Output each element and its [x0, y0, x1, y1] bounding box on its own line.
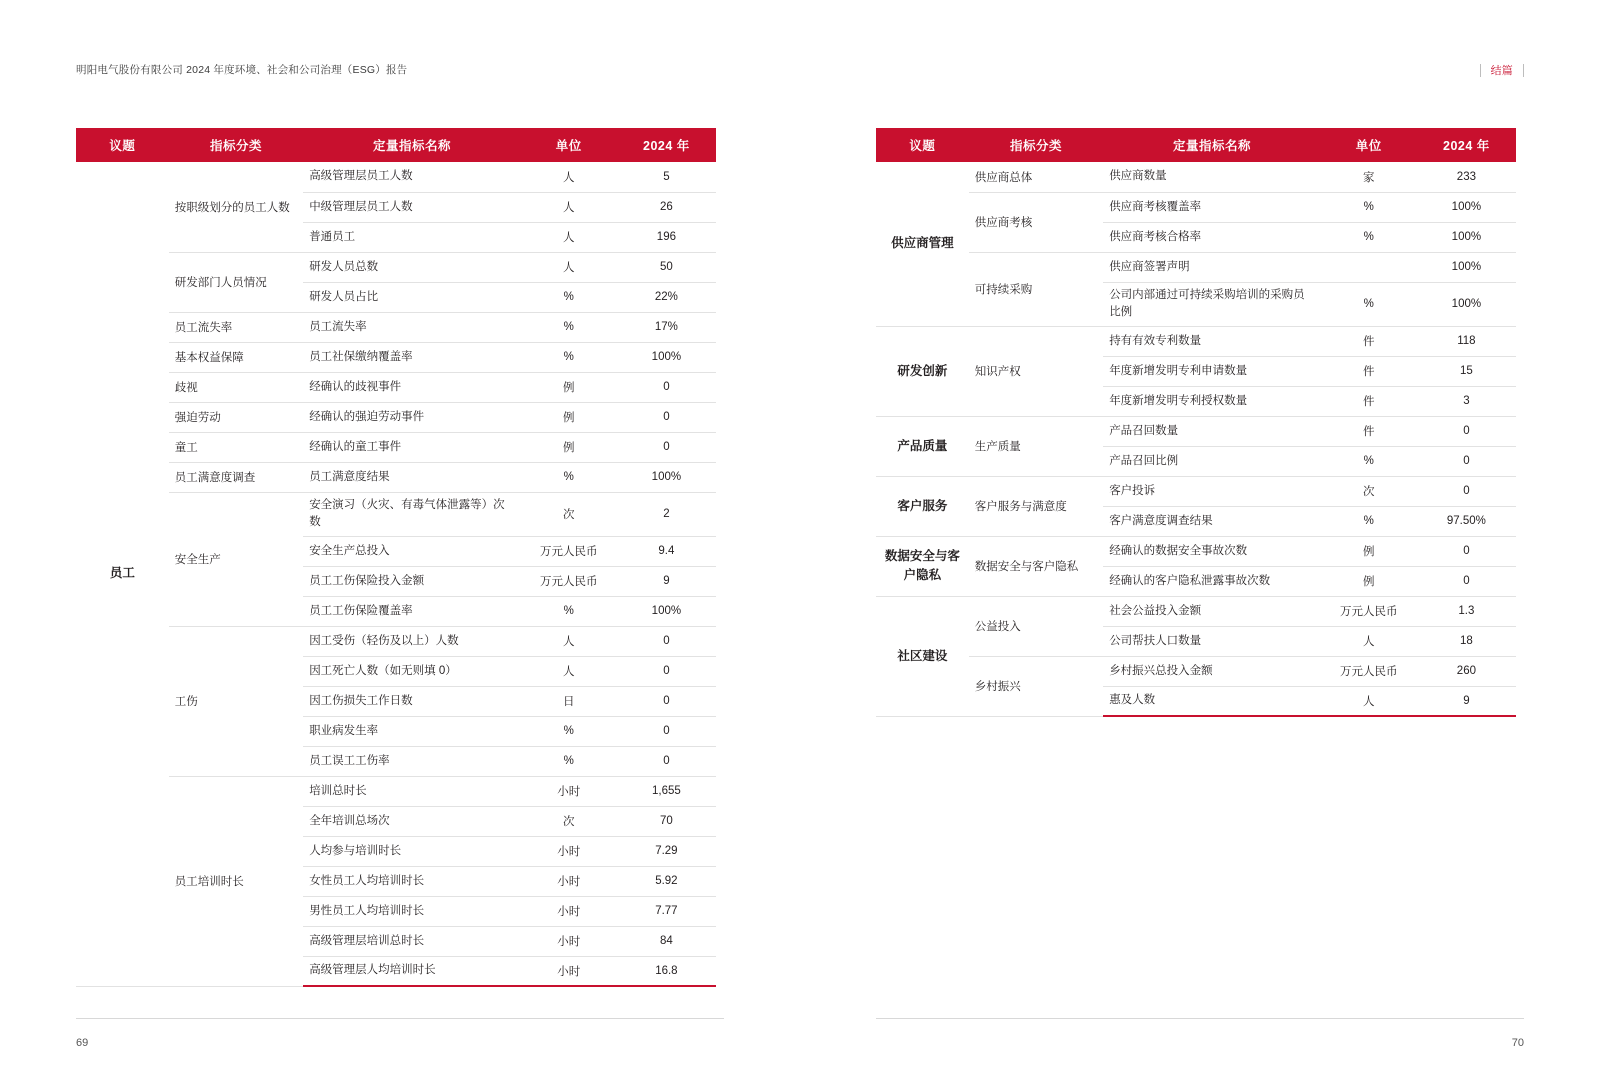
col-header-year: 2024 年 — [1417, 128, 1516, 162]
table-row — [876, 326, 1516, 356]
indicator-name-cell: 男性员工人均培训时长 — [303, 896, 521, 926]
value-cell: 100% — [617, 462, 716, 492]
col-header-year: 2024 年 — [617, 128, 716, 162]
category-cell: 乡村振兴 — [969, 656, 1103, 716]
indicator-name-cell: 员工工伤保险覆盖率 — [303, 596, 521, 626]
esg-indicator-table-employee-wrap — [76, 128, 716, 987]
value-cell: 7.29 — [617, 836, 716, 866]
value-cell: 118 — [1417, 326, 1516, 356]
table-row — [76, 492, 716, 536]
topic-cell: 研发创新 — [876, 326, 969, 416]
indicator-name-cell: 供应商考核覆盖率 — [1103, 192, 1321, 222]
indicator-name-cell: 经确认的数据安全事故次数 — [1103, 536, 1321, 566]
indicator-name-cell: 年度新增发明专利申请数量 — [1103, 356, 1321, 386]
unit-cell: 小时 — [521, 956, 617, 986]
col-header-category: 指标分类 — [969, 128, 1103, 162]
table-row — [876, 416, 1516, 446]
value-cell: 0 — [1417, 476, 1516, 506]
indicator-name-cell: 普通员工 — [303, 222, 521, 252]
indicator-name-cell: 持有有效专利数量 — [1103, 326, 1321, 356]
indicator-name-cell: 惠及人数 — [1103, 686, 1321, 716]
value-cell: 100% — [1417, 252, 1516, 282]
value-cell: 15 — [1417, 356, 1516, 386]
value-cell: 0 — [617, 402, 716, 432]
indicator-name-cell: 员工流失率 — [303, 312, 521, 342]
indicator-name-cell: 高级管理层人均培训时长 — [303, 956, 521, 986]
indicator-name-cell: 高级管理层培训总时长 — [303, 926, 521, 956]
value-cell: 0 — [617, 656, 716, 686]
value-cell: 0 — [617, 372, 716, 402]
value-cell: 260 — [1417, 656, 1516, 686]
indicator-name-cell: 员工社保缴纳覆盖率 — [303, 342, 521, 372]
table-row — [76, 776, 716, 806]
value-cell: 3 — [1417, 386, 1516, 416]
category-cell: 生产质量 — [969, 416, 1103, 476]
value-cell: 26 — [617, 192, 716, 222]
esg-indicator-table-governance-wrap — [876, 128, 1516, 717]
topic-cell: 社区建设 — [876, 596, 969, 716]
value-cell: 18 — [1417, 626, 1516, 656]
indicator-name-cell: 经确认的客户隐私泄露事故次数 — [1103, 566, 1321, 596]
divider-icon — [1480, 64, 1481, 77]
indicator-name-cell: 安全演习（火灾、有毒气体泄露等）次数 — [303, 492, 521, 536]
value-cell: 5 — [617, 162, 716, 192]
value-cell: 0 — [617, 626, 716, 656]
indicator-name-cell: 女性员工人均培训时长 — [303, 866, 521, 896]
indicator-name-cell: 职业病发生率 — [303, 716, 521, 746]
unit-cell: 件 — [1321, 326, 1417, 356]
topic-cell: 供应商管理 — [876, 162, 969, 326]
indicator-name-cell: 经确认的歧视事件 — [303, 372, 521, 402]
indicator-name-cell: 经确认的童工事件 — [303, 432, 521, 462]
value-cell: 0 — [1417, 446, 1516, 476]
unit-cell: 人 — [521, 626, 617, 656]
unit-cell: 例 — [1321, 566, 1417, 596]
value-cell: 17% — [617, 312, 716, 342]
table-row — [76, 626, 716, 656]
unit-cell: % — [521, 462, 617, 492]
indicator-name-cell: 供应商数量 — [1103, 162, 1321, 192]
category-cell: 员工流失率 — [169, 312, 303, 342]
col-header-unit: 单位 — [521, 128, 617, 162]
indicator-name-cell: 经确认的强迫劳动事件 — [303, 402, 521, 432]
col-header-indicator: 定量指标名称 — [303, 128, 521, 162]
esg-indicator-table-employee — [76, 128, 716, 987]
unit-cell: 件 — [1321, 386, 1417, 416]
unit-cell: 人 — [521, 192, 617, 222]
category-cell: 童工 — [169, 432, 303, 462]
unit-cell: 小时 — [521, 836, 617, 866]
indicator-name-cell: 研发人员占比 — [303, 282, 521, 312]
value-cell: 50 — [617, 252, 716, 282]
value-cell: 22% — [617, 282, 716, 312]
category-cell: 强迫劳动 — [169, 402, 303, 432]
category-cell: 客户服务与满意度 — [969, 476, 1103, 536]
footer-divider-left — [76, 1018, 724, 1019]
indicator-name-cell: 社会公益投入金额 — [1103, 596, 1321, 626]
table-row — [76, 162, 716, 192]
category-cell: 供应商考核 — [969, 192, 1103, 252]
topic-cell: 客户服务 — [876, 476, 969, 536]
unit-cell: % — [521, 596, 617, 626]
category-cell: 按职级划分的员工人数 — [169, 162, 303, 252]
table-header-row — [76, 128, 716, 162]
table-row — [76, 402, 716, 432]
unit-cell: % — [1321, 192, 1417, 222]
indicator-name-cell: 员工工伤保险投入金额 — [303, 566, 521, 596]
indicator-name-cell: 员工满意度结果 — [303, 462, 521, 492]
topic-cell: 数据安全与客户隐私 — [876, 536, 969, 596]
table-row — [876, 536, 1516, 566]
value-cell: 70 — [617, 806, 716, 836]
category-cell: 歧视 — [169, 372, 303, 402]
col-header-indicator: 定量指标名称 — [1103, 128, 1321, 162]
unit-cell: 万元人民币 — [1321, 656, 1417, 686]
indicator-name-cell: 产品召回数量 — [1103, 416, 1321, 446]
value-cell: 84 — [617, 926, 716, 956]
indicator-name-cell: 研发人员总数 — [303, 252, 521, 282]
value-cell: 0 — [617, 686, 716, 716]
unit-cell: 例 — [1321, 536, 1417, 566]
value-cell: 0 — [617, 746, 716, 776]
unit-cell: 次 — [521, 806, 617, 836]
indicator-name-cell: 公司内部通过可持续采购培训的采购员比例 — [1103, 282, 1321, 326]
running-header-right — [1480, 62, 1524, 78]
unit-cell — [1321, 252, 1417, 282]
col-header-category: 指标分类 — [169, 128, 303, 162]
indicator-name-cell: 供应商签署声明 — [1103, 252, 1321, 282]
unit-cell: 例 — [521, 372, 617, 402]
unit-cell: % — [521, 716, 617, 746]
table-row — [76, 252, 716, 282]
col-header-unit: 单位 — [1321, 128, 1417, 162]
table-header-row — [876, 128, 1516, 162]
unit-cell: % — [521, 282, 617, 312]
category-cell: 可持续采购 — [969, 252, 1103, 326]
indicator-name-cell: 客户投诉 — [1103, 476, 1321, 506]
unit-cell: % — [521, 746, 617, 776]
unit-cell: 万元人民币 — [1321, 596, 1417, 626]
table-body-left — [76, 162, 716, 986]
unit-cell: 家 — [1321, 162, 1417, 192]
table-body-right — [876, 162, 1516, 716]
divider-icon — [1523, 64, 1524, 77]
unit-cell: % — [521, 342, 617, 372]
unit-cell: 人 — [1321, 686, 1417, 716]
table-row — [76, 372, 716, 402]
table-row — [76, 312, 716, 342]
indicator-name-cell: 中级管理层员工人数 — [303, 192, 521, 222]
indicator-name-cell: 高级管理层员工人数 — [303, 162, 521, 192]
esg-indicator-table-governance — [876, 128, 1516, 717]
table-row — [876, 192, 1516, 222]
unit-cell: 人 — [521, 162, 617, 192]
category-cell: 知识产权 — [969, 326, 1103, 416]
indicator-name-cell: 全年培训总场次 — [303, 806, 521, 836]
indicator-name-cell: 乡村振兴总投入金额 — [1103, 656, 1321, 686]
value-cell: 100% — [1417, 222, 1516, 252]
unit-cell: % — [1321, 282, 1417, 326]
value-cell: 5.92 — [617, 866, 716, 896]
table-row — [76, 432, 716, 462]
unit-cell: 日 — [521, 686, 617, 716]
value-cell: 233 — [1417, 162, 1516, 192]
table-row — [876, 252, 1516, 282]
unit-cell: 万元人民币 — [521, 536, 617, 566]
value-cell: 100% — [617, 596, 716, 626]
table-row — [76, 342, 716, 372]
unit-cell: 小时 — [521, 896, 617, 926]
value-cell: 100% — [1417, 282, 1516, 326]
unit-cell: 万元人民币 — [521, 566, 617, 596]
unit-cell: 人 — [521, 252, 617, 282]
table-row — [76, 462, 716, 492]
category-cell: 研发部门人员情况 — [169, 252, 303, 312]
category-cell: 工伤 — [169, 626, 303, 776]
value-cell: 196 — [617, 222, 716, 252]
indicator-name-cell: 年度新增发明专利授权数量 — [1103, 386, 1321, 416]
value-cell: 16.8 — [617, 956, 716, 986]
value-cell: 9 — [617, 566, 716, 596]
page-number-right: 70 — [1511, 1037, 1524, 1049]
unit-cell: 小时 — [521, 776, 617, 806]
unit-cell: % — [521, 312, 617, 342]
category-cell: 数据安全与客户隐私 — [969, 536, 1103, 596]
col-header-topic: 议题 — [876, 128, 969, 162]
category-cell: 安全生产 — [169, 492, 303, 626]
running-header-left: 明阳电气股份有限公司 2024 年度环境、社会和公司治理（ESG）报告 — [76, 64, 408, 76]
value-cell: 0 — [1417, 536, 1516, 566]
value-cell: 97.50% — [1417, 506, 1516, 536]
table-row — [876, 656, 1516, 686]
value-cell: 0 — [617, 716, 716, 746]
unit-cell: 人 — [521, 656, 617, 686]
unit-cell: 小时 — [521, 866, 617, 896]
value-cell: 1,655 — [617, 776, 716, 806]
unit-cell: % — [1321, 446, 1417, 476]
value-cell: 0 — [617, 432, 716, 462]
table-row — [876, 596, 1516, 626]
indicator-name-cell: 人均参与培训时长 — [303, 836, 521, 866]
indicator-name-cell: 因工受伤（轻伤及以上）人数 — [303, 626, 521, 656]
unit-cell: 例 — [521, 402, 617, 432]
value-cell: 2 — [617, 492, 716, 536]
category-cell: 公益投入 — [969, 596, 1103, 656]
indicator-name-cell: 供应商考核合格率 — [1103, 222, 1321, 252]
unit-cell: % — [1321, 222, 1417, 252]
indicator-name-cell: 产品召回比例 — [1103, 446, 1321, 476]
value-cell: 1.3 — [1417, 596, 1516, 626]
category-cell: 员工满意度调查 — [169, 462, 303, 492]
unit-cell: 次 — [1321, 476, 1417, 506]
chapter-label: 结篇 — [1490, 65, 1513, 77]
unit-cell: 例 — [521, 432, 617, 462]
category-cell: 供应商总体 — [969, 162, 1103, 192]
unit-cell: % — [1321, 506, 1417, 536]
value-cell: 100% — [1417, 192, 1516, 222]
indicator-name-cell: 安全生产总投入 — [303, 536, 521, 566]
indicator-name-cell: 因工死亡人数（如无则填 0） — [303, 656, 521, 686]
indicator-name-cell: 公司帮扶人口数量 — [1103, 626, 1321, 656]
unit-cell: 人 — [1321, 626, 1417, 656]
topic-cell: 员工 — [76, 162, 169, 986]
page-right — [800, 0, 1600, 1085]
unit-cell: 件 — [1321, 416, 1417, 446]
col-header-topic: 议题 — [76, 128, 169, 162]
value-cell: 7.77 — [617, 896, 716, 926]
value-cell: 100% — [617, 342, 716, 372]
footer-divider-right — [876, 1018, 1524, 1019]
indicator-name-cell: 客户满意度调查结果 — [1103, 506, 1321, 536]
unit-cell: 次 — [521, 492, 617, 536]
indicator-name-cell: 员工误工工伤率 — [303, 746, 521, 776]
table-row — [876, 476, 1516, 506]
topic-cell: 产品质量 — [876, 416, 969, 476]
category-cell: 基本权益保障 — [169, 342, 303, 372]
value-cell: 9 — [1417, 686, 1516, 716]
category-cell: 员工培训时长 — [169, 776, 303, 986]
value-cell: 0 — [1417, 416, 1516, 446]
unit-cell: 件 — [1321, 356, 1417, 386]
unit-cell: 小时 — [521, 926, 617, 956]
page-number-left: 69 — [76, 1037, 89, 1049]
indicator-name-cell: 培训总时长 — [303, 776, 521, 806]
value-cell: 0 — [1417, 566, 1516, 596]
value-cell: 9.4 — [617, 536, 716, 566]
indicator-name-cell: 因工伤损失工作日数 — [303, 686, 521, 716]
table-row — [876, 162, 1516, 192]
unit-cell: 人 — [521, 222, 617, 252]
